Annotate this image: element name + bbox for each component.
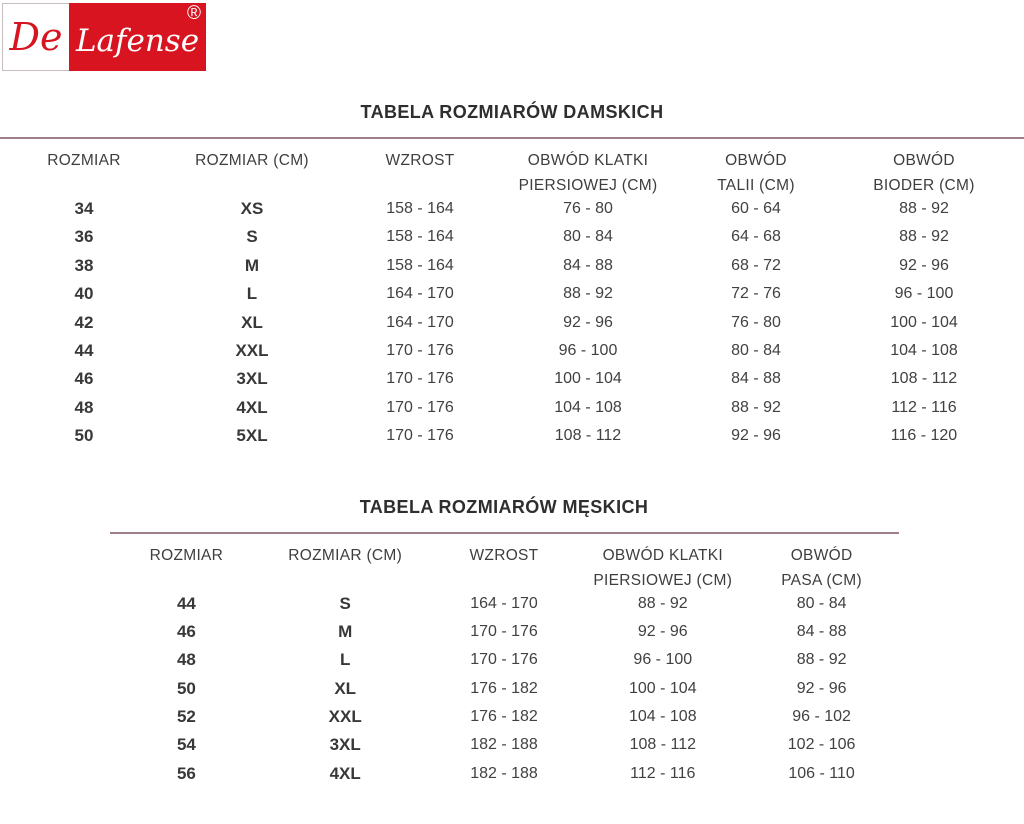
table-cell: 4XL: [329, 763, 361, 783]
column-header: WZROST: [385, 152, 455, 169]
table-cell: 112 - 116: [891, 398, 957, 416]
table-cell: 54: [176, 735, 196, 755]
table-cell: 50: [176, 678, 196, 698]
table-cell: 88 - 92: [637, 594, 688, 612]
logo-lafense-text: Lafense: [75, 23, 200, 59]
table-cell: 100 - 104: [628, 679, 697, 697]
column-header: ROZMIAR (CM): [288, 546, 403, 564]
men-size-table: [107, 534, 901, 789]
table-cell: 64 - 68: [731, 228, 781, 246]
table-cell: 60 - 64: [731, 200, 781, 217]
table-cell: 164 - 170: [470, 594, 538, 612]
table-cell: 96 - 100: [558, 341, 618, 359]
table-cell: XS: [240, 199, 264, 218]
table-cell: 104 - 108: [890, 341, 958, 359]
table-cell: 44: [176, 593, 196, 613]
table-cell: 176 - 182: [470, 708, 538, 726]
column-header: OBWÓD KLATKI PIERSIOWEJ (CM): [518, 152, 658, 194]
table-cell: L: [340, 650, 351, 670]
table-cell: 84 - 88: [796, 622, 847, 640]
table-cell: 92 - 96: [563, 313, 613, 331]
logo-de-text: De: [2, 3, 69, 71]
men-table-title: TABELA ROZMIARÓW MĘSKICH: [359, 496, 649, 517]
table-cell: XL: [334, 678, 357, 698]
table-cell: M: [338, 621, 353, 641]
column-header: ROZMIAR: [47, 152, 121, 169]
table-cell: 92 - 96: [731, 427, 781, 445]
table-cell: 158 - 164: [386, 228, 454, 246]
table-cell: 40: [74, 284, 94, 304]
table-cell: 96 - 100: [633, 651, 693, 669]
table-cell: 4XL: [236, 397, 268, 417]
table-cell: 76 - 80: [563, 200, 613, 217]
table-cell: 68 - 72: [731, 256, 781, 274]
table-cell: 56: [176, 763, 196, 783]
table-cell: L: [246, 284, 258, 304]
column-header: OBWÓD PASA (CM): [781, 546, 862, 589]
table-cell: 102 - 106: [787, 736, 856, 754]
table-cell: 88 - 92: [563, 285, 613, 303]
column-header: WZROST: [469, 546, 539, 564]
table-cell: XL: [241, 312, 263, 332]
women-table-title: TABELA ROZMIARÓW DAMSKICH: [360, 102, 664, 122]
table-cell: 76 - 80: [731, 313, 781, 331]
logo-lafense-panel: [69, 3, 206, 71]
table-cell: 108 - 112: [629, 736, 696, 754]
table-cell: 80 - 84: [731, 341, 781, 359]
table-cell: 96 - 100: [894, 285, 954, 303]
table-cell: 92 - 96: [899, 256, 949, 274]
table-cell: 100 - 104: [890, 313, 958, 331]
table-cell: 38: [74, 255, 94, 275]
table-cell: 46: [176, 621, 196, 641]
table-cell: 104 - 108: [554, 398, 622, 416]
table-cell: M: [244, 255, 260, 275]
table-cell: 36: [74, 227, 94, 247]
table-cell: 158 - 164: [386, 256, 454, 274]
table-cell: 108 - 112: [890, 370, 958, 388]
table-cell: 170 - 176: [386, 427, 454, 445]
table-cell: 80 - 84: [796, 594, 847, 612]
table-cell: 88 - 92: [899, 200, 949, 217]
table-cell: 104 - 108: [628, 708, 697, 726]
table-cell: 48: [176, 650, 196, 670]
table-cell: 170 - 176: [470, 651, 538, 669]
table-cell: 100 - 104: [554, 370, 622, 388]
table-cell: S: [246, 227, 258, 247]
table-cell: 116 - 120: [890, 427, 958, 445]
table-cell: 170 - 176: [386, 370, 454, 388]
table-cell: XXL: [328, 707, 362, 727]
table-cell: 108 - 112: [554, 427, 622, 445]
table-cell: 3XL: [236, 369, 268, 389]
column-header: ROZMIAR: [149, 546, 224, 564]
table-cell: 42: [74, 312, 94, 332]
table-cell: 170 - 176: [470, 622, 538, 640]
table-cell: 48: [74, 397, 94, 417]
column-header: ROZMIAR (CM): [195, 152, 309, 169]
table-cell: 170 - 176: [386, 398, 454, 416]
table-cell: 182 - 188: [470, 736, 538, 754]
table-cell: 170 - 176: [386, 341, 454, 359]
table-cell: 50: [74, 426, 94, 446]
brand-logo: [2, 3, 206, 71]
column-header: OBWÓD BIODER (CM): [873, 152, 975, 194]
table-cell: 182 - 188: [470, 764, 538, 782]
table-cell: 96 - 102: [792, 708, 851, 726]
table-cell: 164 - 170: [386, 313, 454, 331]
table-cell: 3XL: [329, 735, 361, 755]
column-header: OBWÓD TALII (CM): [717, 152, 795, 194]
table-cell: 5XL: [236, 426, 268, 446]
table-cell: 44: [74, 340, 94, 360]
table-cell: 80 - 84: [563, 228, 613, 246]
table-cell: 92 - 96: [796, 679, 847, 697]
table-cell: S: [339, 593, 351, 613]
table-cell: 88 - 92: [899, 228, 949, 246]
table-cell: 176 - 182: [470, 679, 538, 697]
table-cell: XXL: [235, 340, 269, 360]
column-header: OBWÓD KLATKI PIERSIOWEJ (CM): [593, 546, 733, 589]
table-cell: 84 - 88: [731, 370, 781, 388]
men-size-section: [107, 497, 901, 789]
table-cell: 106 - 110: [788, 764, 855, 782]
table-cell: 112 - 116: [630, 764, 696, 782]
table-cell: 52: [176, 707, 196, 727]
table-cell: 46: [74, 369, 94, 389]
table-cell: 164 - 170: [386, 285, 454, 303]
table-cell: 88 - 92: [796, 651, 847, 669]
table-cell: 72 - 76: [731, 285, 781, 303]
women-size-table: [0, 139, 1008, 451]
registered-trademark-icon: ®: [187, 3, 201, 24]
table-cell: 92 - 96: [637, 622, 688, 640]
table-cell: 158 - 164: [386, 200, 454, 217]
women-size-section: [0, 102, 1024, 451]
table-cell: 84 - 88: [563, 256, 613, 274]
table-cell: 34: [74, 199, 94, 218]
table-cell: 88 - 92: [731, 398, 781, 416]
